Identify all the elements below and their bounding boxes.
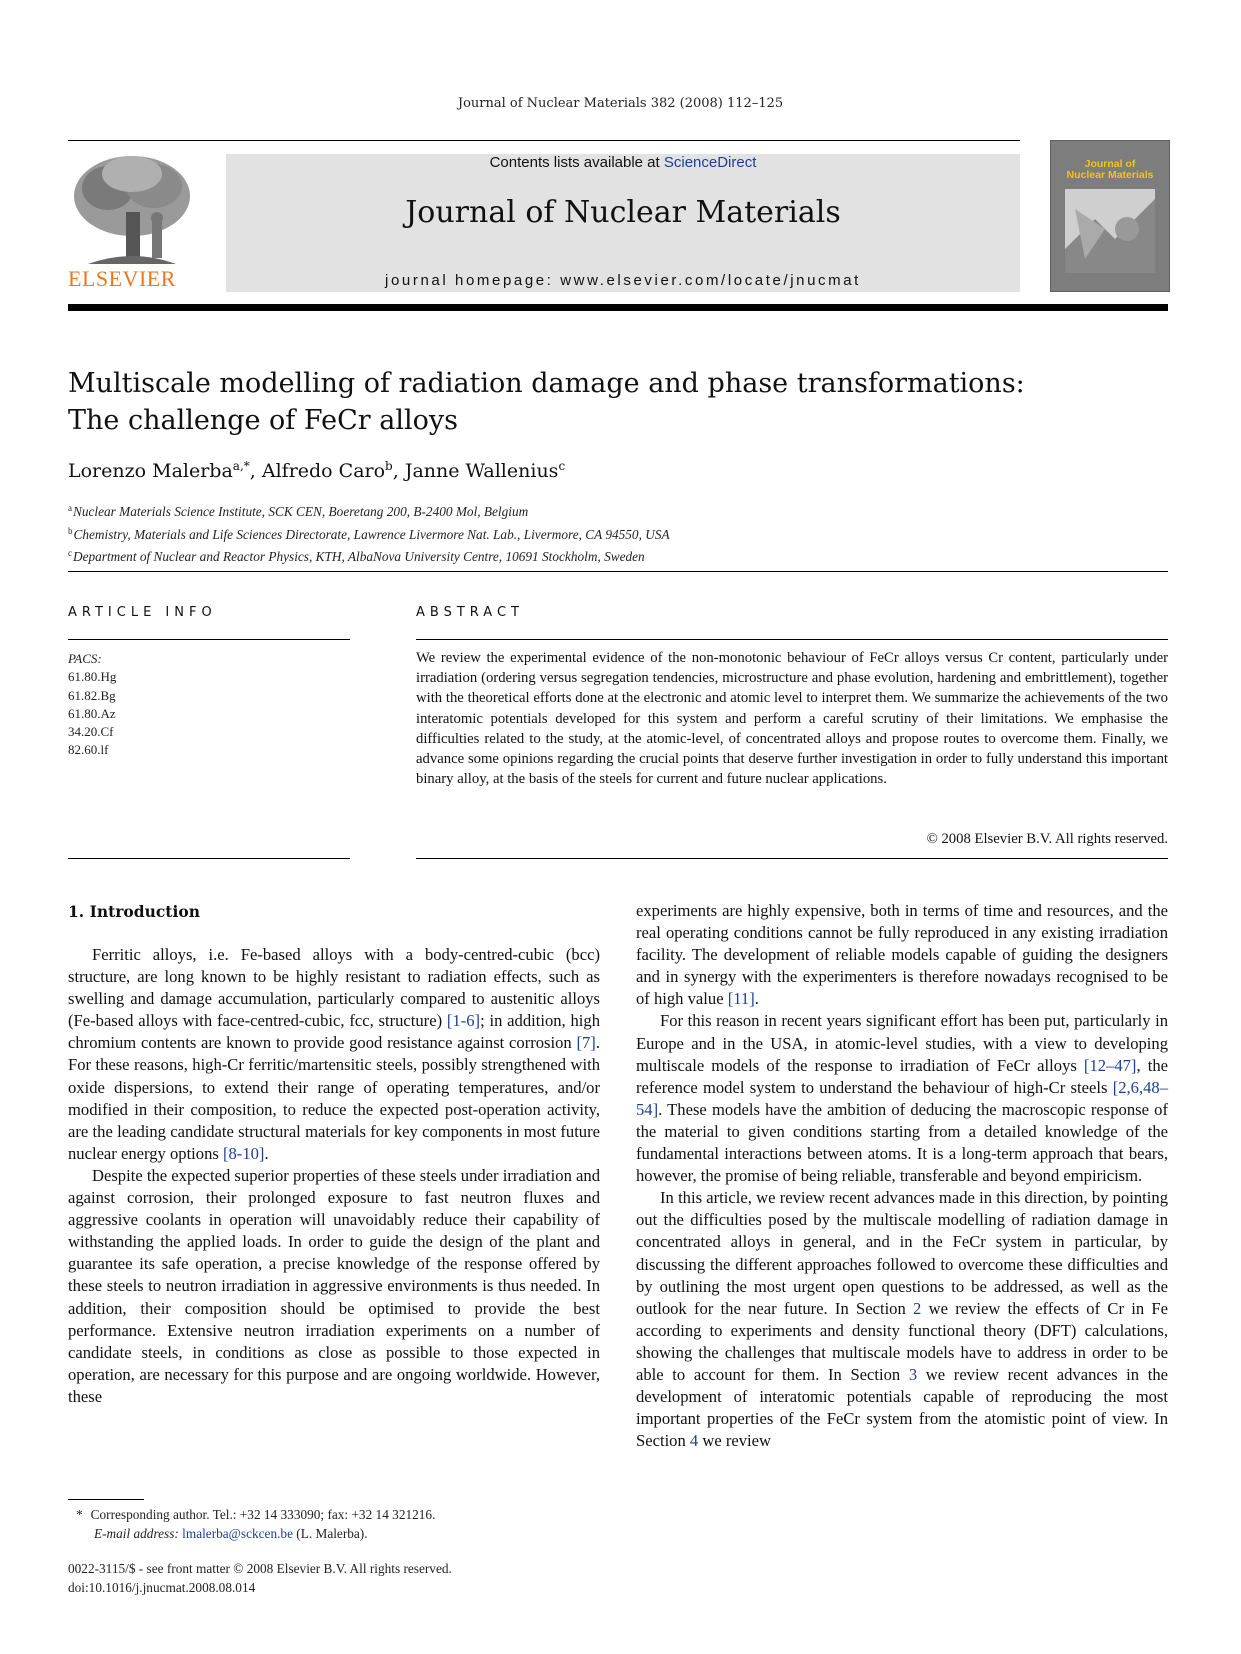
author-affil-marker[interactable]: b xyxy=(385,459,393,473)
author-name: Alfredo Caro xyxy=(261,460,386,482)
paragraph: In this article, we review recent advances made in this direction, by pointing out the difficulties posed by the multiscale modelling of radiation damage in concentrated alloys in general, and in the FeCr system in particular, by discussing the different approaches followed to overcome these difficulties and by outlining the most urgent open questions to be addressed, as well as the outlook for the near future. In Section 2 we review the effects of Cr in Fe according to experiments and density functional theory (DFT) calculations, showing the challenges that multiscale models have to address in order to be able to account for them. In Section 3 we review recent advances in the development of interatomic potentials capable of reproducing the most important properties of the FeCr system from the atomistic point of view. In Section 4 we review xyxy=(636,1188,1169,1451)
author-name: Lorenzo Malerba xyxy=(68,460,233,482)
cover-image xyxy=(1065,189,1155,273)
section-link[interactable]: 3 xyxy=(908,1364,918,1384)
paper-title-line2: The challenge of FeCr alloys xyxy=(68,405,458,436)
pacs-code: 61.80.Hg xyxy=(68,669,117,685)
top-rule xyxy=(68,140,1020,141)
abstract-rule-top xyxy=(416,639,1168,640)
author-name: Janne Wallenius xyxy=(404,460,559,482)
contents-prefix: Contents lists available at xyxy=(489,154,664,171)
pacs-label: PACS: xyxy=(68,651,102,666)
author-affil-marker[interactable]: a,* xyxy=(232,459,250,473)
section-link[interactable]: 2 xyxy=(913,1298,922,1318)
article-info-rule-top xyxy=(68,639,350,640)
journal-cover xyxy=(1050,140,1170,292)
issn-line: 0022-3115/$ - see front matter © 2008 Elsevier B.V. All rights reserved. xyxy=(68,1561,452,1576)
paragraph: experiments are highly expensive, both in terms of time and resources, and the real operating conditions cannot be fully reproduced in any existing irradiation facility. The development of reliable models capable of guiding the designers and in synergy with the experimenters is therefore nowadays recognised to be of high value [11]. xyxy=(636,901,1168,1009)
paragraph: For this reason in recent years significant effort has been put, particularly in Europe and in the USA, in atomic-level studies, with a view to developing multiscale models of the response to irradiation of FeCr alloys [12–47], the reference model system to understand the behaviour of high-Cr steels [2,6,48–54]. These models have the ambition of deducing the macroscopic response of the material to given conditions starting from a detailed knowledge of the fundamental interactions between atoms. It is a long-term approach that bears, however, the promise of being reliable, transferable and beyond empiricism. xyxy=(636,1011,1168,1186)
pacs-code: 61.82.Bg xyxy=(68,687,116,703)
cover-art-icon xyxy=(1065,189,1155,273)
citation-link[interactable]: [12–47] xyxy=(1083,1055,1137,1075)
publisher-name: ELSEVIER xyxy=(68,266,176,291)
paper-title-line1: Multiscale modelling of radiation damage and phase transformations: xyxy=(68,368,1025,399)
paragraph: Despite the expected superior properties of these steels under irradiation and against corrosion, their prolonged exposure to fast neutron fluxes and aggressive coolants in operation will unavoidably reduce their capability of withstanding the applied loads. In order to guide the design of the plant and guarantee its safe operation, a precise knowledge of the response offered by these steels to neutron irradiation in aggressive environments is thus needed. In addition, their composition should be optimised to provide the best performance. Extensive neutron irradiation experiments on a number of candidate steels, in conditions as close as possible to those expected in operation, are necessary for this purpose and are ongoing worldwide. However, these xyxy=(68,1165,600,1406)
pacs-code: 82.60.lf xyxy=(68,742,109,758)
front-matter-meta xyxy=(68,1560,452,1597)
affiliation: $^b$Chemistry, Materials and Life Sciences Directorate, Lawrence Livermore Nat. Lab., Livermore, CA 94550, USA xyxy=(68,525,670,542)
cover-title-line1: Journal of xyxy=(1084,158,1136,170)
body-left-column xyxy=(68,944,600,1408)
abstract-copyright: © 2008 Elsevier B.V. All rights reserved. xyxy=(926,831,1168,847)
running-head: Journal of Nuclear Materials 382 (2008) 112–125 xyxy=(457,96,784,111)
pacs-list xyxy=(68,650,116,760)
publisher-logo xyxy=(68,152,200,296)
citation-link[interactable]: [7] xyxy=(576,1033,596,1053)
section-heading: 1. Introduction xyxy=(68,902,200,921)
affiliation: $^a$Nuclear Materials Science Institute, SCK CEN, Boeretang 200, B-2400 Mol, Belgium xyxy=(68,503,529,519)
citation-link[interactable]: [1-6] xyxy=(446,1011,481,1031)
corresponding-author-note: * Corresponding author. Tel.: +32 14 333090; fax: +32 14 321216. xyxy=(76,1507,436,1522)
journal-homepage[interactable]: journal homepage: www.elsevier.com/locate/jnucmat xyxy=(385,272,861,289)
paragraph: Ferritic alloys, i.e. Fe-based alloys with a body-centred-cubic (bcc) structure, are long known to be highly resistant to radiation effects, such as swelling and damage accumulation, particularly compared to austenitic alloys (Fe-based alloys with face-centred-cubic, fcc, structure) [1-6]; in addition, high chromium contents are known to provide good resistance against corrosion [7]. For these reasons, high-Cr ferritic/martensitic steels, possibly strengthened with oxide dispersions, to extend their range of operating temperatures, and/or modified in their composition, to reduce the expected post-operation activity, are the leading candidate structural materials for key components in most future nuclear energy options [8-10]. xyxy=(68,945,600,1163)
masthead xyxy=(226,154,1020,292)
cover-title xyxy=(1051,159,1169,181)
footnote-rule xyxy=(68,1499,144,1500)
article-info-rule-bottom xyxy=(68,858,350,859)
header-thick-rule xyxy=(68,304,1168,311)
body-right-column xyxy=(636,900,1168,1452)
pacs-code: 61.80.Az xyxy=(68,705,116,721)
affiliations xyxy=(68,499,670,567)
author-affil-marker[interactable]: c xyxy=(558,459,566,473)
abstract-text: We review the experimental evidence of the non-monotonic behaviour of FeCr alloys versus Cr content, particularly under irradiation (ordering versus segregation tendencies, microstructure and phase evolution, hardening and embrittlement), together with the theoretical efforts done at the electronic and atomic level to interpret them. We summarize the achievements of the two interatomic potentials developed for this system and perform a careful scrutiny of their limitations. We emphasise the difficulties related to the study, at the atomic-level, of concentrated alloys and propose routes to overcome them. Finally, we advance some opinions regarding the crucial points that deserve further investigation in order to fully understand this important binary alloy, at the basis of the steels for current and future nuclear applications. xyxy=(416,650,1168,788)
article-info-heading: ARTICLE INFO xyxy=(68,605,217,620)
tree-icon xyxy=(68,152,196,268)
citation-link[interactable]: [8-10] xyxy=(222,1143,265,1163)
doi-line[interactable]: doi:10.1016/j.jnucmat.2008.08.014 xyxy=(68,1579,256,1595)
email-line: E-mail address: lmalerba@sckcen.be (L. Malerba). xyxy=(94,1525,368,1541)
journal-title: Journal of Nuclear Materials xyxy=(405,195,841,230)
title-block-rule xyxy=(68,571,1168,572)
section-link[interactable]: 4 xyxy=(689,1431,699,1451)
citation-link[interactable]: [2,6,48–54] xyxy=(636,1077,1168,1119)
contents-line xyxy=(226,154,1020,171)
paper-title xyxy=(68,365,1168,439)
cover-title-line2: Nuclear Materials xyxy=(1066,169,1154,181)
pacs-code: 34.20.Cf xyxy=(68,724,114,740)
author-list: Lorenzo Malerba$^{a,*}$, Alfredo Caro$^b$, Janne Wallenius$^c$ xyxy=(68,459,566,482)
footnote xyxy=(68,1506,435,1543)
abstract-rule-bottom xyxy=(416,858,1168,859)
citation-link[interactable]: [11] xyxy=(727,989,755,1009)
email-link[interactable]: lmalerba@sckcen.be xyxy=(182,1525,293,1541)
abstract-heading: ABSTRACT xyxy=(416,605,524,620)
affiliation: $^c$Department of Nuclear and Reactor Physics, KTH, AlbaNova University Centre, 10691 Stockholm, Sweden xyxy=(68,548,645,564)
sciencedirect-link[interactable]: ScienceDirect xyxy=(663,154,757,171)
